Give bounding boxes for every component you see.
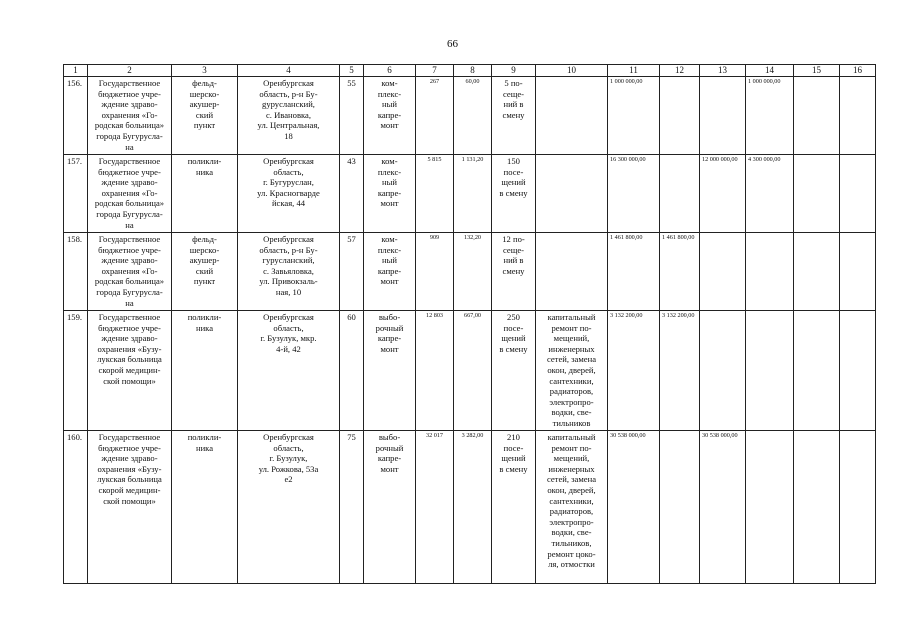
column-13-amount [700, 77, 746, 155]
work-type: ком- плекс- ный капре- монт [364, 77, 416, 155]
facility-type: поликли- ника [172, 431, 238, 584]
organization-name: Государственное бюджетное учре- ждение здраво- охранения «Бузу- лукская больница скорой медицин- ской помощи» [88, 431, 172, 584]
column-7-value: 267 [416, 77, 454, 155]
facility-type: фельд- шерско- акушер- ский пункт [172, 233, 238, 311]
column-16-value [840, 155, 876, 233]
column-header: 15 [794, 65, 840, 77]
facility-type: фельд- шерско- акушер- ский пункт [172, 77, 238, 155]
column-8-value: 60,00 [454, 77, 492, 155]
works-description: капитальный ремонт по- мещений, инженерных сетей, замена окон, дверей, сантехники, радиаторов, электропро- водки, све- тильников, ремонт цоко- ля, отмостки [536, 431, 608, 584]
column-12-amount [660, 155, 700, 233]
row-number: 160. [64, 431, 88, 584]
works-description [536, 233, 608, 311]
facility-address: Оренбургская область, г. Бузулук, ул. Рожкова, 53а е2 [238, 431, 340, 584]
column-header: 9 [492, 65, 536, 77]
column-header: 16 [840, 65, 876, 77]
column-8-value: 1 131,20 [454, 155, 492, 233]
column-11-amount: 1 000 000,00 [608, 77, 660, 155]
column-16-value [840, 431, 876, 584]
facility-capacity: 150 посе- щений в смену [492, 155, 536, 233]
column-15-value [794, 311, 840, 431]
column-12-amount: 3 132 200,00 [660, 311, 700, 431]
column-11-amount: 16 300 000,00 [608, 155, 660, 233]
works-description: капитальный ремонт по- мещений, инженерных сетей, замена окон, дверей, сантехники, радиаторов, электропро- водки, све- тильников [536, 311, 608, 431]
column-7-value: 32 017 [416, 431, 454, 584]
work-type: ком- плекс- ный капре- монт [364, 233, 416, 311]
row-number: 156. [64, 77, 88, 155]
column-header: 3 [172, 65, 238, 77]
organization-name: Государственное бюджетное учре- ждение здраво- охранения «Бузу- лукская больница скорой медицин- ской помощи» [88, 311, 172, 431]
column-11-amount: 30 538 000,00 [608, 431, 660, 584]
column-5-value: 43 [340, 155, 364, 233]
facility-capacity: 5 по- сеще- ний в смену [492, 77, 536, 155]
column-header: 1 [64, 65, 88, 77]
table-row [64, 77, 876, 155]
column-5-value: 60 [340, 311, 364, 431]
facility-address: Оренбургская область, р-н Бу- gурусланский, с. Ивановка, ул. Центральная, 18 [238, 77, 340, 155]
column-13-amount: 30 538 000,00 [700, 431, 746, 584]
facility-address: Оренбургская область, р-н Бу- гурусланский, с. Завьяловка, ул. Привокзаль- ная, 10 [238, 233, 340, 311]
organization-name: Государственное бюджетное учре- ждение здраво- охранения «Го- родская больница» города Бугурусла- на [88, 155, 172, 233]
column-header: 2 [88, 65, 172, 77]
column-11-amount: 1 461 800,00 [608, 233, 660, 311]
facility-address: Оренбургская область, г. Бугуруслан, ул. Красногварде йская, 44 [238, 155, 340, 233]
column-header: 6 [364, 65, 416, 77]
page-number: 66 [447, 38, 458, 50]
organization-name: Государственное бюджетное учре- ждение здраво- охранения «Го- родская больница» города Бугурусла- на [88, 77, 172, 155]
work-type: ком- плекс- ный капре- монт [364, 155, 416, 233]
table-row [64, 311, 876, 431]
organization-name: Государственное бюджетное учре- ждение здраво- охранения «Го- родская больница» города Бугурусла- на [88, 233, 172, 311]
column-8-value: 132,20 [454, 233, 492, 311]
column-15-value [794, 233, 840, 311]
column-7-value: 909 [416, 233, 454, 311]
column-12-amount [660, 77, 700, 155]
row-number: 158. [64, 233, 88, 311]
column-header: 7 [416, 65, 454, 77]
column-header: 14 [746, 65, 794, 77]
column-13-amount: 12 000 000,00 [700, 155, 746, 233]
works-description [536, 77, 608, 155]
column-13-amount [700, 233, 746, 311]
facility-capacity: 210 посе- щений в смену [492, 431, 536, 584]
column-14-amount: 4 300 000,00 [746, 155, 794, 233]
works-description [536, 155, 608, 233]
column-15-value [794, 431, 840, 584]
column-header: 4 [238, 65, 340, 77]
column-header: 8 [454, 65, 492, 77]
column-8-value: 3 282,00 [454, 431, 492, 584]
column-5-value: 55 [340, 77, 364, 155]
column-7-value: 12 803 [416, 311, 454, 431]
facility-address: Оренбургская область, г. Бузулук, мкр. 4-й, 42 [238, 311, 340, 431]
facility-capacity: 250 посе- щений в смену [492, 311, 536, 431]
column-header: 12 [660, 65, 700, 77]
column-5-value: 75 [340, 431, 364, 584]
column-14-amount [746, 311, 794, 431]
column-14-amount [746, 431, 794, 584]
column-13-amount [700, 311, 746, 431]
column-header: 5 [340, 65, 364, 77]
column-14-amount [746, 233, 794, 311]
column-8-value: 667,00 [454, 311, 492, 431]
column-14-amount: 1 000 000,00 [746, 77, 794, 155]
column-12-amount: 1 461 800,00 [660, 233, 700, 311]
column-16-value [840, 311, 876, 431]
table-row [64, 155, 876, 233]
column-5-value: 57 [340, 233, 364, 311]
column-16-value [840, 77, 876, 155]
work-type: выбо- рочный капре- монт [364, 311, 416, 431]
column-7-value: 5 815 [416, 155, 454, 233]
column-11-amount: 3 132 200,00 [608, 311, 660, 431]
column-header: 13 [700, 65, 746, 77]
column-header: 11 [608, 65, 660, 77]
facility-type: поликли- ника [172, 311, 238, 431]
column-15-value [794, 155, 840, 233]
facility-capacity: 12 по- сеще- ний в смену [492, 233, 536, 311]
column-12-amount [660, 431, 700, 584]
facilities-table [63, 64, 876, 584]
table-row [64, 233, 876, 311]
column-numbers-row [64, 65, 876, 77]
facility-type: поликли- ника [172, 155, 238, 233]
table-row [64, 431, 876, 584]
column-header: 10 [536, 65, 608, 77]
row-number: 157. [64, 155, 88, 233]
row-number: 159. [64, 311, 88, 431]
column-16-value [840, 233, 876, 311]
column-15-value [794, 77, 840, 155]
work-type: выбо- рочный капре- монт [364, 431, 416, 584]
